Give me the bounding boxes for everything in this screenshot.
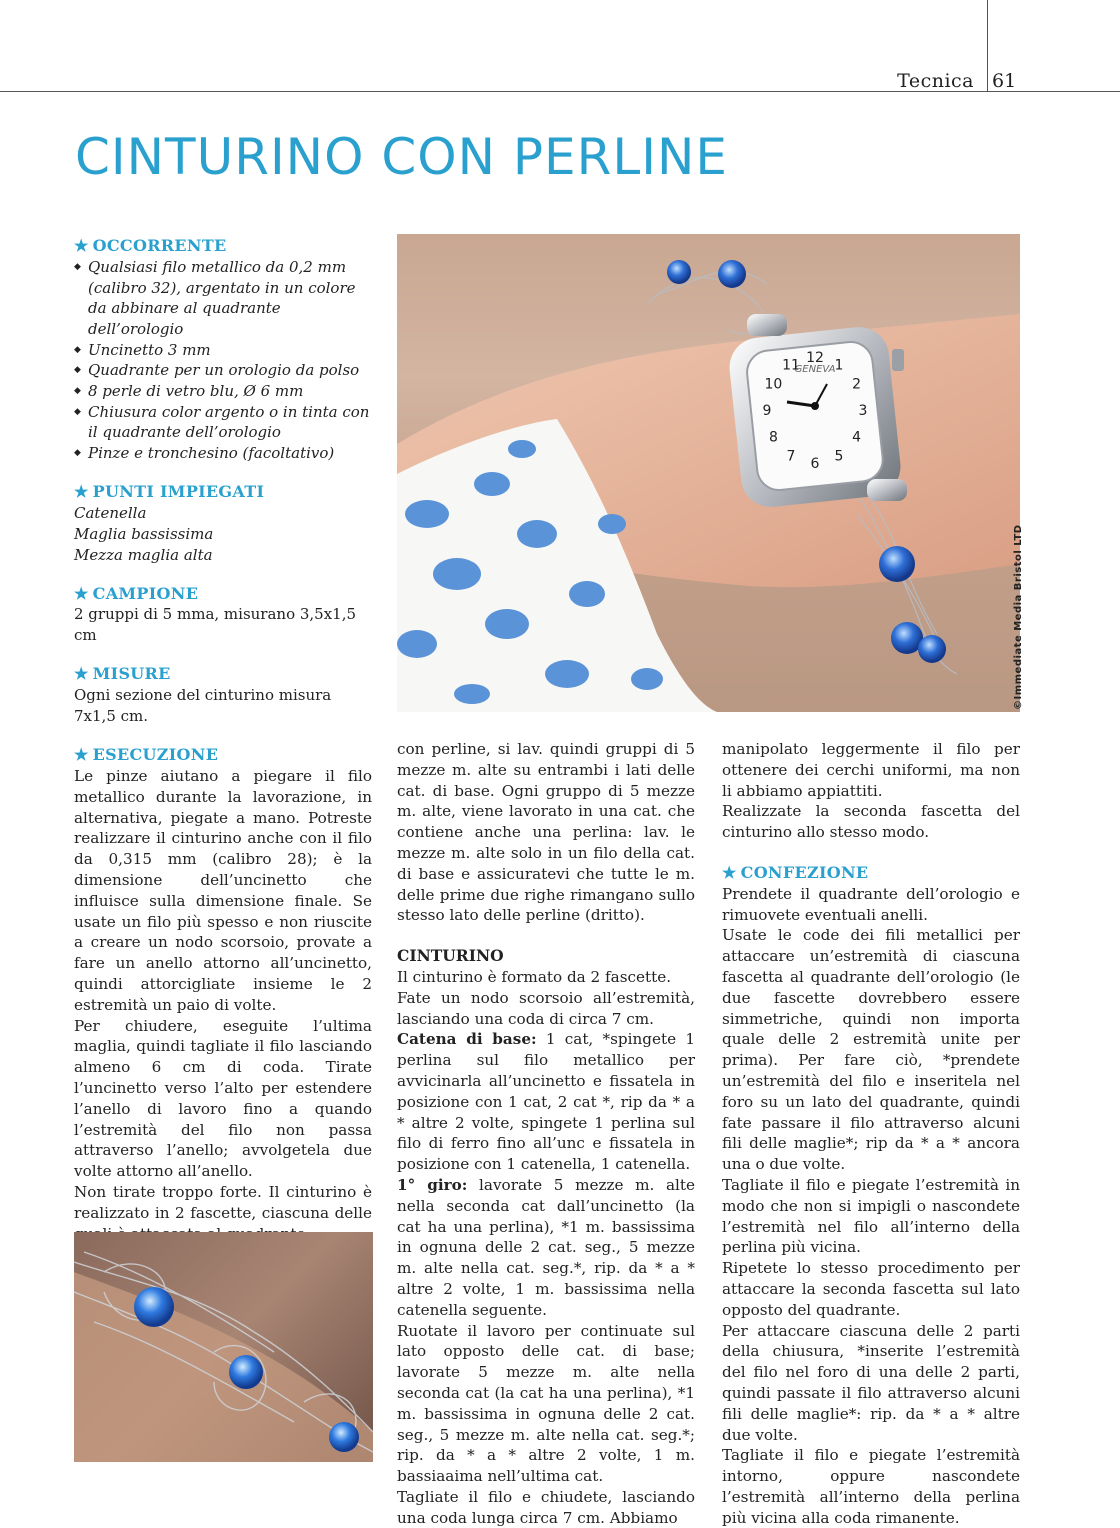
gauge-section <box>74 584 372 647</box>
body-paragraph: Prendete il quadrante dell’orologio e rimuovete eventuali anelli. <box>722 884 1020 924</box>
gauge-text: 2 gruppi di 5 mma, misurano 3,5x1,5 cm <box>74 605 357 645</box>
main-photo-illustration <box>397 234 1020 712</box>
body-paragraph: con perline, si lav. quindi gruppi di 5 mezze m. alte su entrambi i lati delle cat. di base. Ogni gruppo di 5 mezze m. alte, viene lavorato in una cat. che contiene anche una perlina: lav. le mezze m. alte solo in un filo della cat. di base e assicuratevi che tutte le m. delle prime due righe rimangano sullo stesso lato delle perline (dritto). <box>397 740 695 925</box>
column-1 <box>74 236 372 1328</box>
base-chain-text: 1 cat, *spingete 1 perlina sul filo metallico per avvicinarla all’uncinetto e fissatela in posizione con 1 cat, 2 cat *, rip da * a * altre 2 volte, spingete 1 perlina sul filo di ferro fino all’unc e fissatela in posizione con 1 catenella, 1 catenella. <box>397 1030 695 1174</box>
assembly-heading: ★ CONFEZIONE <box>722 862 869 882</box>
bead <box>918 635 946 663</box>
material-item: ◆ Uncinetto 3 mm <box>74 340 372 361</box>
stitches-section <box>74 482 372 566</box>
execution-heading: ★ ESECUZIONE <box>74 745 219 765</box>
star-icon: ★ <box>74 481 89 501</box>
watch-numeral: 5 <box>834 448 844 465</box>
bead <box>879 546 915 582</box>
body-paragraph: Ripetete lo stesso procedimento per attaccare la seconda fascetta sul lato opposto del quadrante. <box>722 1259 1020 1319</box>
watch-numeral: 6 <box>810 455 820 472</box>
body-paragraph: Per attaccare ciascuna delle 2 parti della chiusura, *inserite l’estremità del filo nel foro di una delle 2 parti, quindi passate il filo attraverso alcuni fili delle maglie*: rip. da * a * altre due volte. <box>722 1321 1020 1444</box>
watch-numeral: 11 <box>782 357 800 374</box>
stitch-item: Mezza maglia alta <box>74 545 213 564</box>
first-round-text: lavorate 5 mezze m. alte nella seconda cat dall’uncinetto (la cat ha una perlina), *1 m. bassissima in ognuna delle 2 cat. seg., 5 mezze m. alte nella cat. seg.*, rip. da * a * altre 2 volte, 1 m. bassissima nella catenella seguente. <box>397 1175 695 1319</box>
body-paragraph: manipolato leggermente il filo per ottenere dei cerchi uniformi, ma non li abbiamo appiattiti. <box>722 740 1020 800</box>
material-item: ◆ Pinze e tronchesino (facoltativo) <box>74 443 372 464</box>
stitches-heading: ★ PUNTI IMPIEGATI <box>74 481 265 501</box>
base-chain-label: Catena di base: <box>397 1030 537 1049</box>
page-number: 61 <box>992 70 1017 92</box>
first-round-paragraph <box>397 1175 695 1321</box>
page-title: CINTURINO CON PERLINE <box>75 128 728 186</box>
bead <box>134 1287 174 1327</box>
watch-numeral: 3 <box>858 403 868 419</box>
watch-numeral: 10 <box>764 376 783 393</box>
watch-numeral: 1 <box>834 357 844 374</box>
strap-heading: CINTURINO <box>397 946 504 966</box>
material-item: ◆ Chiusura color argento o in tinta con il quadrante dell’orologio <box>74 402 372 443</box>
watch-numeral: 8 <box>768 429 778 446</box>
star-icon: ★ <box>74 745 89 765</box>
star-icon: ★ <box>74 236 89 255</box>
execution-paragraph: Le pinze aiutano a piegare il filo metallico durante la lavorazione, in alternativa, piegate a mano. Potreste realizzare il cinturino anche con il filo da 0,315 mm (calibro 28); è la dimensione dell’uncinetto che influisce sulla dimensione finale. Se usate un filo più spesso e non riuscite a creare un nodo scorsoio, provate a fare un anello attorno all’uncinetto, quindi attorcigliate insieme le 2 estremità un paio di volte. <box>74 767 372 1014</box>
bead <box>329 1422 359 1452</box>
detail-photo-illustration <box>74 1232 373 1462</box>
material-item: ◆ Quadrante per un orologio da polso <box>74 360 372 381</box>
first-round-label: 1° giro: <box>397 1175 468 1194</box>
size-text: Ogni sezione del cinturino misura 7x1,5 cm. <box>74 686 332 726</box>
materials-section <box>74 236 372 464</box>
star-icon: ★ <box>74 664 89 684</box>
body-paragraph: Usate le code dei fili metallici per attaccare un’estremità di ciascuna fascetta al quadrante dell’orologio (le due fascette dovrebbero essere simmetriche, quindi non importa quale delle 2 estremità unite per prima). Per fare ciò, *prendete un’estremità del filo e inseritela nel foro su un lato del quadrante, quindi fate passare il filo attraverso alcuni fili delle maglie*; rip da * a * ancora una o due volte. <box>722 926 1020 1174</box>
body-paragraph: Tagliate il filo e piegate l’estremità in modo che non si impigli o nascondete l’estremità nel filo all’interno della perlina più vicina. <box>722 1175 1020 1257</box>
watch-numeral: 12 <box>806 350 824 367</box>
size-section <box>74 664 372 727</box>
watch-numeral: 7 <box>786 448 796 465</box>
execution-paragraph: Per chiudere, eseguite l’ultima maglia, quindi tagliate il filo lasciando almeno 6 cm di coda. Tirate l’uncinetto verso l’alto per estendere l’anello di lavoro fino a quando l’estremità del filo non passa attraverso l’anello; avvolgetela due volte attorno all’anello. <box>74 1016 372 1181</box>
base-chain-paragraph <box>397 1029 695 1175</box>
header-divider <box>987 0 988 91</box>
bead <box>718 260 746 288</box>
bead <box>229 1355 263 1389</box>
body-paragraph: Il cinturino è formato da 2 fascette. <box>397 967 672 986</box>
detail-photo-bracelet <box>74 1232 373 1462</box>
watch-numeral: 4 <box>852 429 862 446</box>
column-2 <box>397 739 695 1528</box>
materials-heading: ★ OCCORRENTE <box>74 236 227 255</box>
watch-numeral: 2 <box>852 376 862 393</box>
size-heading: ★ MISURE <box>74 664 171 684</box>
body-paragraph: Tagliate il filo e piegate l’estremità intorno, oppure nascondete l’estremità all’interno della perlina più vicina alla coda rimanente. <box>722 1446 1020 1527</box>
star-icon: ★ <box>722 862 737 882</box>
body-paragraph: Fate un nodo scorsoio all’estremità, lasciando una coda di circa 7 cm. <box>397 988 695 1028</box>
star-icon: ★ <box>74 583 89 603</box>
main-photo-watch-bracelet <box>397 234 1020 712</box>
stitch-item: Maglia bassissima <box>74 524 214 543</box>
body-paragraph: Ruotate il lavoro per continuate sul lato opposto delle cat. di base; lavorate 5 mezze m. alte nella seconda cat (la cat ha una perlina), *1 m. bassissima in ognuna delle 2 cat. seg., 5 mezze m. alte nella cat. seg.*; rip. da * a * altre 2 volte, 1 m. bassiaaima nell’ultima cat. <box>397 1321 695 1486</box>
watch-brand: GENEVA <box>794 364 836 375</box>
gauge-heading: ★ CAMPIONE <box>74 583 199 603</box>
execution-paragraph: Non tirate troppo forte. Il cinturino è realizzato in 2 fascette, ciascuna delle <box>74 1182 372 1222</box>
section-label: Tecnica <box>897 70 974 92</box>
photo-credit: ©Immediate Media Bristol LTD <box>1013 524 1024 710</box>
body-paragraph: Tagliate il filo e chiudete, lasciando una coda lunga circa 7 cm. Abbiamo <box>397 1487 695 1527</box>
material-item: ◆ 8 perle di vetro blu, Ø 6 mm <box>74 381 372 402</box>
watch-numeral: 9 <box>762 403 772 419</box>
column-3 <box>722 739 1020 1528</box>
body-paragraph: Realizzate la seconda fascetta del cinturino allo stesso modo. <box>722 802 1020 842</box>
bead <box>667 260 691 284</box>
material-item: ◆ Qualsiasi filo metallico da 0,2 mm (calibro 32), argentato in un colore da abbinare al quadrante dell’orologio <box>74 257 372 340</box>
stitch-item: Catenella <box>74 503 147 522</box>
